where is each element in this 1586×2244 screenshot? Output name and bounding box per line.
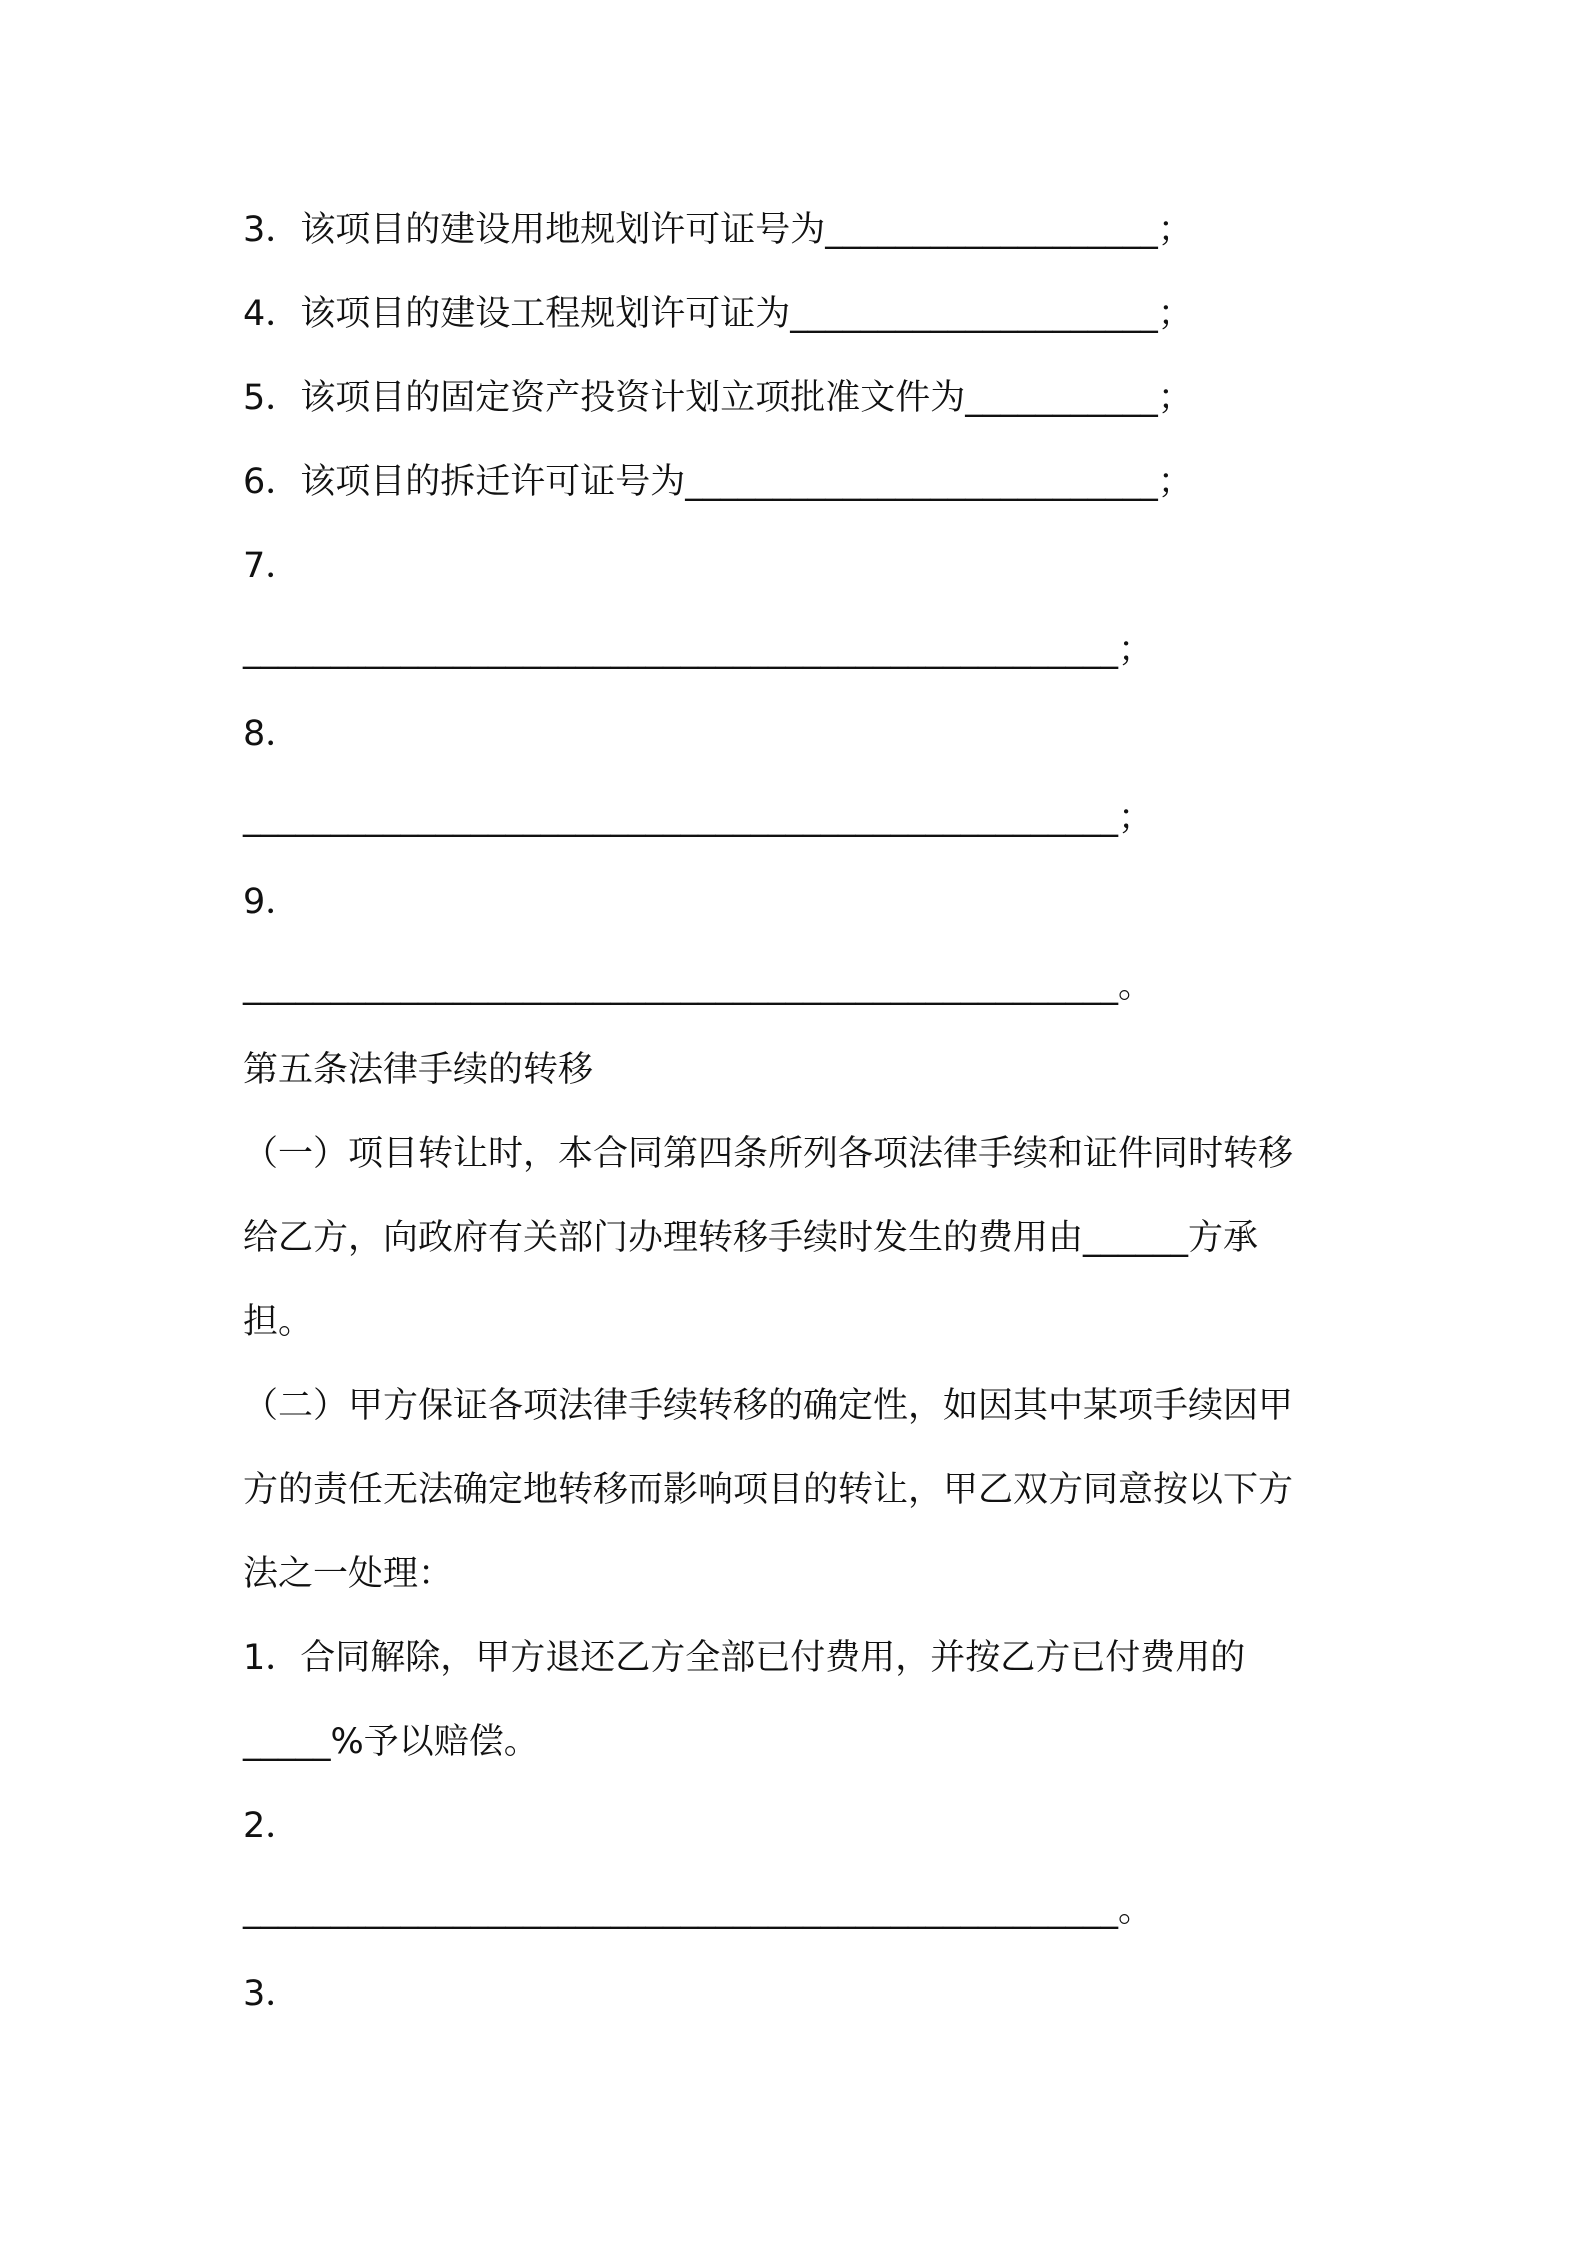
paragraph-2-line-3: 法之一处理： xyxy=(243,1554,454,1594)
clause-item-3-land-planning-permit: 3．该项目的建设用地规划许可证号为___________________； xyxy=(243,210,1193,250)
option-2-blank: __________________________________________________。 xyxy=(243,1890,1154,1930)
paragraph-2-line-1: （二）甲方保证各项法律手续转移的确定性，如因其中某项手续因甲 xyxy=(243,1386,1294,1426)
clause-item-7-blank: __________________________________________________； xyxy=(243,630,1154,670)
option-3-number: 3． xyxy=(243,1974,301,2014)
clause-item-8-number: 8． xyxy=(243,714,301,754)
option-1-line-1: 1．合同解除，甲方退还乙方全部已付费用，并按乙方已付费用的 xyxy=(243,1638,1246,1678)
clause-item-7-number: 7． xyxy=(243,546,301,586)
paragraph-2-line-2: 方的责任无法确定地转移而影响项目的转让，甲乙双方同意按以下方 xyxy=(243,1470,1294,1510)
clause-item-4-engineering-planning-permit: 4．该项目的建设工程规划许可证为_____________________； xyxy=(243,294,1193,334)
paragraph-1-line-2: 给乙方，向政府有关部门办理转移手续时发生的费用由______方承 xyxy=(243,1218,1259,1258)
paragraph-1-line-3: 担。 xyxy=(243,1302,314,1342)
option-2-number: 2． xyxy=(243,1806,301,1846)
clause-item-8-blank: __________________________________________________； xyxy=(243,798,1154,838)
paragraph-1-line-1: （一）项目转让时，本合同第四条所列各项法律手续和证件同时转移 xyxy=(243,1134,1294,1174)
clause-item-5-investment-approval: 5．该项目的固定资产投资计划立项批准文件为___________； xyxy=(243,378,1193,418)
clause-item-9-blank: __________________________________________________。 xyxy=(243,966,1154,1006)
article-5-heading: 第五条法律手续的转移 xyxy=(243,1050,594,1090)
clause-item-6-demolition-permit: 6．该项目的拆迁许可证号为___________________________； xyxy=(243,462,1193,502)
clause-item-9-number: 9． xyxy=(243,882,301,922)
option-1-line-2: _____%予以赔偿。 xyxy=(243,1722,539,1762)
